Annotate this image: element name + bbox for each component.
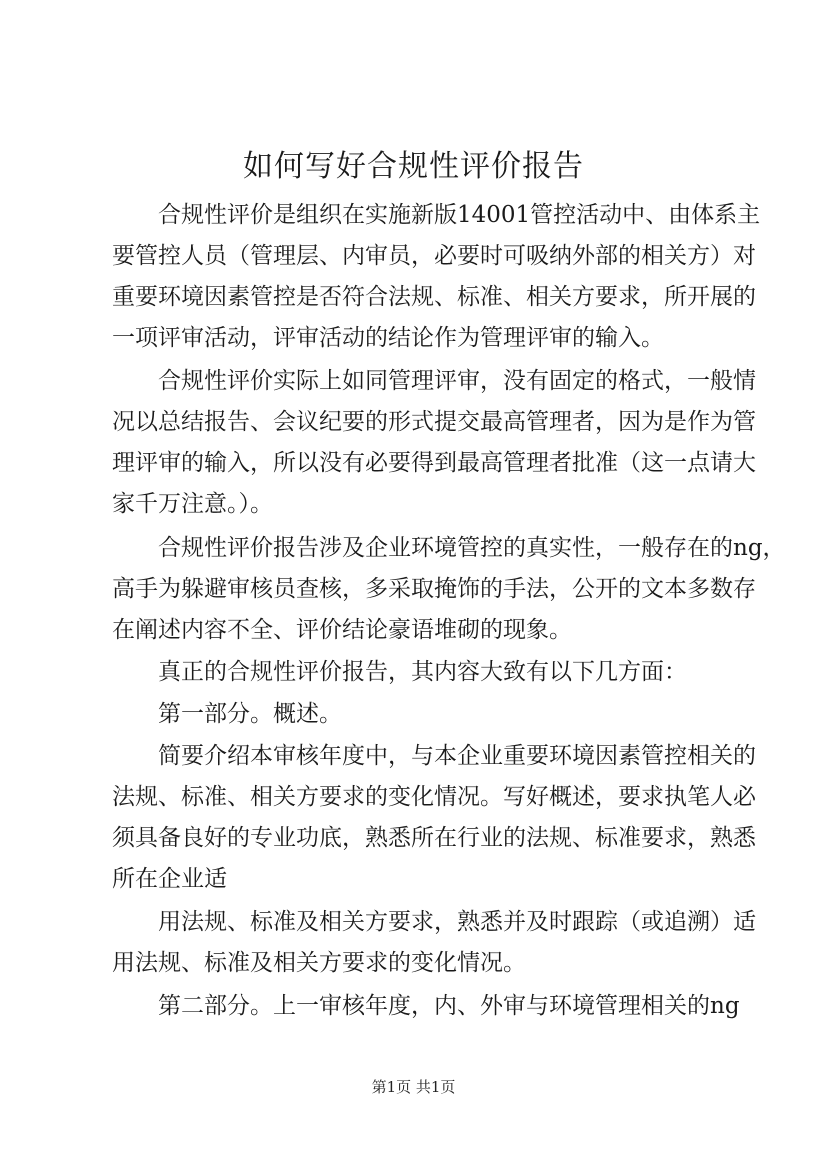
text-line: 要管控人员（管理层、内审员，必要时可吸纳外部的相关方）对: [112, 243, 756, 269]
text-line: 理评审的输入，所以没有必要得到最高管理者批准（这一点请大: [112, 450, 756, 476]
text-line: 法规、标准、相关方要求的变化情况。写好概述，要求执笔人必: [112, 784, 756, 810]
page-number: 第1页 共1页: [371, 1078, 456, 1096]
text-line: 用法规、标准及相关方要求，熟悉并及时跟踪（或追溯）适: [158, 909, 756, 935]
text-line: 高手为躲避审核员查核，多采取掩饰的手法，公开的文本多数存: [112, 576, 756, 602]
text-line: 合规性评价是组织在实施新版14001管控活动中、由体系主: [158, 202, 761, 228]
text-line: 所在企业适: [112, 866, 227, 892]
text-line: 在阐述内容不全、评价结论豪语堆砌的现象。: [112, 617, 572, 643]
section-heading: 第二部分。上一审核年度，内、外审与环境管理相关的ng: [158, 993, 740, 1019]
text-line: 用法规、标准及相关方要求的变化情况。: [112, 950, 526, 976]
text-line: 况以总结报告、会议纪要的形式提交最高管理者，因为是作为管: [112, 409, 756, 435]
text-line: 一项评审活动，评审活动的结论作为管理评审的输入。: [112, 325, 664, 351]
text-line: 真正的合规性评价报告，其内容大致有以下几方面：: [158, 659, 687, 685]
document-title: 如何写好合规性评价报告: [243, 149, 584, 184]
text-line: 家千万注意。）。: [112, 491, 273, 517]
text-line: 简要介绍本审核年度中，与本企业重要环境因素管控相关的: [158, 743, 756, 769]
text-line: 合规性评价实际上如同管理评审，没有固定的格式，一般情: [158, 368, 756, 394]
section-heading: 第一部分。概述。: [158, 701, 342, 727]
text-line: 重要环境因素管控是否符合法规、标准、相关方要求，所开展的: [112, 284, 756, 310]
text-line: 须具备良好的专业功底，熟悉所在行业的法规、标准要求，熟悉: [112, 825, 756, 851]
text-line: 合规性评价报告涉及企业环境管控的真实性，一般存在的ng，: [158, 535, 786, 561]
